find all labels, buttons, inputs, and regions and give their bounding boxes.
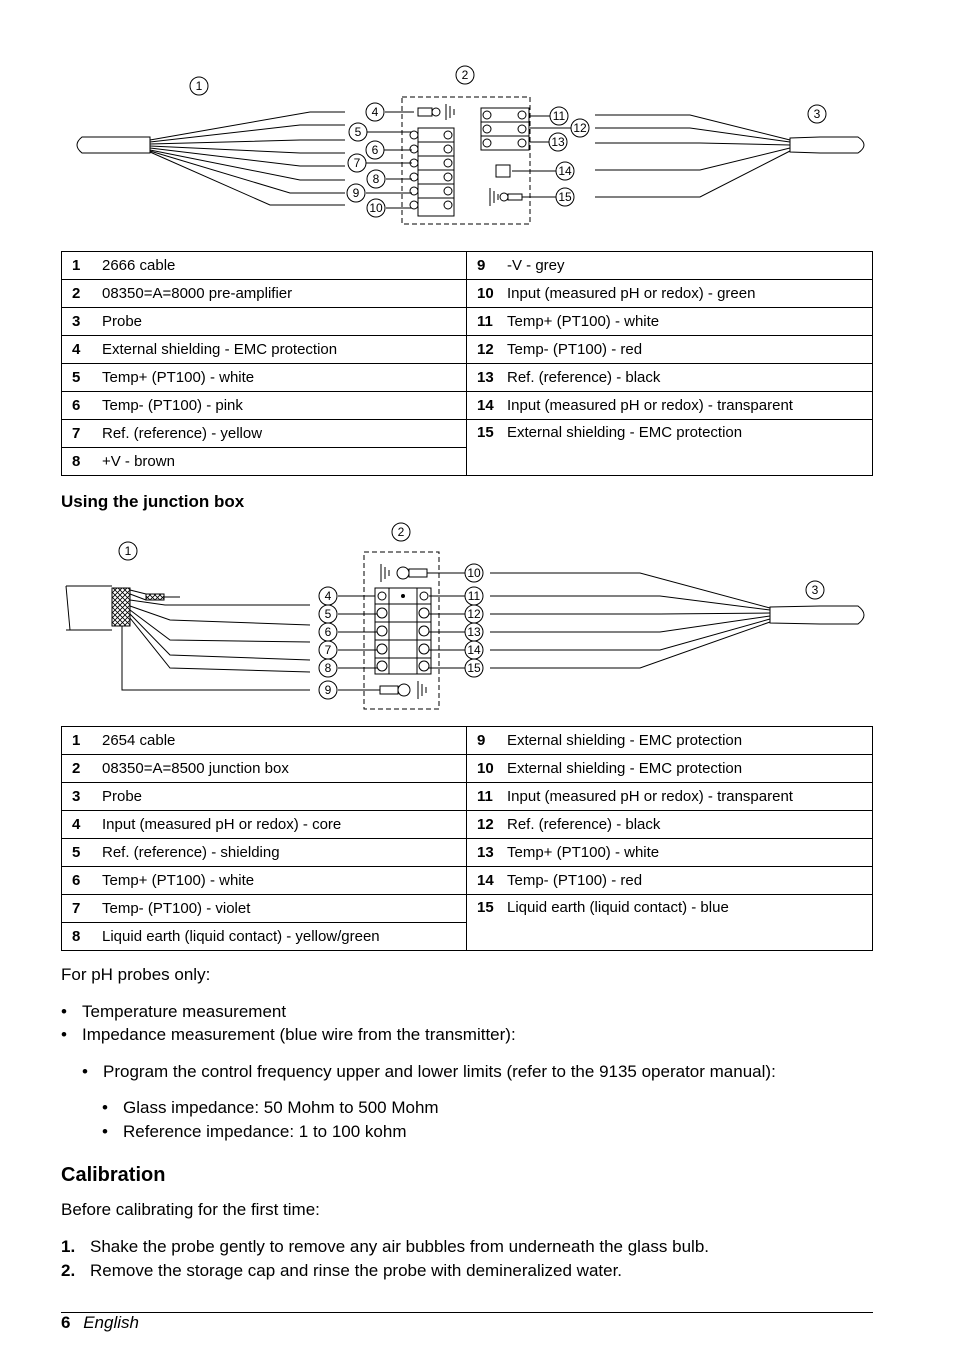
footer-language: English [83, 1313, 139, 1332]
item-number: 3 [72, 788, 81, 805]
item-label: -V - grey [507, 257, 565, 274]
table-cell [467, 364, 873, 392]
item-label: Liquid earth (liquid contact) - blue [507, 899, 729, 916]
list-item: • Temperature measurement [61, 1002, 287, 1021]
table-cell [467, 252, 873, 280]
table-cell [62, 280, 467, 308]
callout-12: 12 [573, 121, 587, 135]
section-heading-junction-box: Using the junction box [61, 492, 245, 511]
callout-10: 10 [467, 566, 481, 580]
item-label: External shielding - EMC protection [507, 732, 743, 749]
step-text: Remove the storage cap and rinse the probe with demineralized water. [90, 1261, 623, 1280]
table-cell [62, 308, 467, 336]
item-label: Temp+ (PT100) - white [102, 872, 255, 889]
table-cell [62, 811, 467, 839]
list-item: • Reference impedance: 1 to 100 kohm [102, 1122, 407, 1141]
table-cell [467, 755, 873, 783]
step-text: Shake the probe gently to remove any air bubbles from underneath the glass bulb. [90, 1237, 709, 1256]
item-label: 2654 cable [102, 732, 176, 749]
item-number: 3 [72, 313, 81, 330]
table-cell [62, 867, 467, 895]
table-cell [467, 336, 873, 364]
table-cell [467, 280, 873, 308]
callout-14: 14 [558, 164, 572, 178]
item-number: 5 [72, 369, 81, 386]
item-number: 12 [477, 341, 494, 358]
list-item: • Impedance measurement (blue wire from the transmitter): [61, 1025, 516, 1044]
callout-2: 2 [397, 525, 405, 539]
table-row [62, 755, 873, 783]
callout-10: 10 [369, 201, 383, 215]
calibration-intro: Before calibrating for the first time: [61, 1200, 320, 1219]
item-number: 14 [477, 872, 494, 889]
item-label: External shielding - EMC protection [102, 341, 338, 358]
step-number: 2. [61, 1261, 76, 1280]
item-number: 12 [477, 816, 494, 833]
item-number: 9 [477, 257, 486, 274]
legend-table-junction-box [61, 726, 873, 951]
table-cell [467, 392, 873, 420]
item-number: 14 [477, 397, 494, 414]
item-label: External shielding - EMC protection [507, 424, 743, 441]
table-row [62, 727, 873, 755]
item-number: 5 [72, 844, 81, 861]
table-cell [467, 895, 873, 951]
item-label: 08350=A=8500 junction box [102, 760, 289, 777]
table-cell [467, 783, 873, 811]
item-label: Liquid earth (liquid contact) - yellow/green [102, 928, 380, 945]
table-cell [62, 923, 467, 951]
table-cell [62, 336, 467, 364]
footer [61, 1313, 139, 1333]
item-number: 2 [72, 760, 81, 777]
item-number: 7 [72, 900, 81, 917]
item-label: Temp+ (PT100) - white [102, 369, 255, 386]
item-number: 15 [477, 899, 494, 916]
item-number: 1 [72, 732, 81, 749]
item-label: External shielding - EMC protection [507, 760, 743, 777]
table-cell [62, 392, 467, 420]
callout-1: 1 [195, 79, 203, 93]
item-number: 9 [477, 732, 486, 749]
list-item [61, 1237, 709, 1257]
item-number: 10 [477, 760, 494, 777]
bullet-text: Reference impedance: 1 to 100 kohm [123, 1122, 407, 1141]
callout-13: 13 [467, 625, 481, 639]
table-row [62, 280, 873, 308]
callout-2: 2 [461, 68, 469, 82]
callout-5: 5 [354, 125, 362, 139]
table-cell [62, 448, 467, 476]
bullet-text: Temperature measurement [82, 1002, 287, 1021]
ph-probes-only-text: For pH probes only: [61, 965, 211, 984]
table-row [62, 811, 873, 839]
table-row [62, 839, 873, 867]
legend-table-preamplifier [61, 251, 873, 476]
item-label: Temp+ (PT100) - white [507, 844, 660, 861]
item-label: Input (measured pH or redox) - green [507, 285, 756, 302]
callout-15: 15 [467, 661, 481, 675]
item-number: 10 [477, 285, 494, 302]
item-label: Input (measured pH or redox) - transparent [507, 397, 793, 414]
callout-13: 13 [551, 135, 565, 149]
item-label: Temp- (PT100) - pink [102, 397, 243, 414]
table-row [62, 783, 873, 811]
table-cell [467, 867, 873, 895]
table-row [62, 336, 873, 364]
item-label: Ref. (reference) - yellow [102, 425, 263, 442]
item-number: 6 [72, 872, 81, 889]
bullet-text: Program the control frequency upper and lower limits (refer to the 9135 operator manual): [103, 1062, 776, 1081]
item-label: Temp+ (PT100) - white [507, 313, 660, 330]
list-item: • Glass impedance: 50 Mohm to 500 Mohm [102, 1098, 439, 1117]
callout-12: 12 [467, 607, 481, 621]
table-cell [62, 727, 467, 755]
callout-5: 5 [324, 607, 332, 621]
table-cell [467, 811, 873, 839]
callout-9: 9 [352, 186, 360, 200]
table-cell [467, 839, 873, 867]
wiring-diagram-junction-box [0, 518, 954, 713]
item-label: Input (measured pH or redox) - core [102, 816, 342, 833]
callout-4: 4 [324, 589, 332, 603]
table-cell [62, 252, 467, 280]
item-number: 4 [72, 816, 81, 833]
item-number: 7 [72, 425, 81, 442]
table-row [62, 867, 873, 895]
callout-6: 6 [324, 625, 332, 639]
table-cell [62, 783, 467, 811]
bullet-text: Impedance measurement (blue wire from the transmitter): [82, 1025, 516, 1044]
item-number: 13 [477, 844, 494, 861]
table-cell [62, 364, 467, 392]
callout-6: 6 [371, 143, 379, 157]
callout-3: 3 [813, 107, 821, 121]
item-number: 1 [72, 257, 81, 274]
table-cell [467, 420, 873, 476]
item-number: 15 [477, 424, 494, 441]
item-number: 8 [72, 928, 81, 945]
footer-divider [61, 1312, 873, 1313]
table-row [62, 252, 873, 280]
section-title-calibration: Calibration [61, 1164, 166, 1186]
table-cell [62, 755, 467, 783]
callout-7: 7 [353, 156, 361, 170]
item-label: Probe [102, 788, 143, 805]
item-label: Ref. (reference) - black [507, 369, 661, 386]
callout-4: 4 [371, 105, 379, 119]
item-number: 13 [477, 369, 494, 386]
item-label: Temp- (PT100) - violet [102, 900, 251, 917]
table-row [62, 420, 873, 448]
callout-1: 1 [124, 544, 132, 558]
table-cell [467, 727, 873, 755]
callout-9: 9 [324, 683, 332, 697]
table-row [62, 392, 873, 420]
wiring-diagram-preamplifier [0, 60, 954, 230]
table-row [62, 364, 873, 392]
item-label: Probe [102, 313, 143, 330]
item-label: +V - brown [102, 453, 175, 470]
item-number: 6 [72, 397, 81, 414]
callout-11: 11 [552, 109, 566, 123]
table-row [62, 308, 873, 336]
callout-8: 8 [324, 661, 332, 675]
table-cell [62, 839, 467, 867]
callout-8: 8 [372, 172, 380, 186]
table-cell [467, 308, 873, 336]
item-number: 11 [477, 788, 493, 805]
item-label: 08350=A=8000 pre-amplifier [102, 285, 293, 302]
item-label: Temp- (PT100) - red [507, 341, 643, 358]
item-label: Input (measured pH or redox) - transparent [507, 788, 793, 805]
list-item: • Program the control frequency upper and lower limits (refer to the 9135 operator manual): [82, 1062, 776, 1081]
step-number: 1. [61, 1237, 76, 1256]
item-label: 2666 cable [102, 257, 176, 274]
bullet-text: Glass impedance: 50 Mohm to 500 Mohm [123, 1098, 439, 1117]
page-number: 6 [61, 1313, 71, 1332]
item-label: Ref. (reference) - shielding [102, 844, 280, 861]
callout-3: 3 [811, 583, 819, 597]
callout-11: 11 [467, 589, 481, 603]
table-row [62, 895, 873, 923]
item-number: 2 [72, 285, 81, 302]
callout-15: 15 [558, 190, 572, 204]
item-number: 8 [72, 453, 81, 470]
list-item [61, 1261, 623, 1281]
item-label: Ref. (reference) - black [507, 816, 661, 833]
table-cell [62, 420, 467, 448]
item-number: 11 [477, 313, 493, 330]
callout-14: 14 [467, 643, 481, 657]
item-number: 4 [72, 341, 81, 358]
table-cell [62, 895, 467, 923]
item-label: Temp- (PT100) - red [507, 872, 643, 889]
callout-7: 7 [324, 643, 332, 657]
